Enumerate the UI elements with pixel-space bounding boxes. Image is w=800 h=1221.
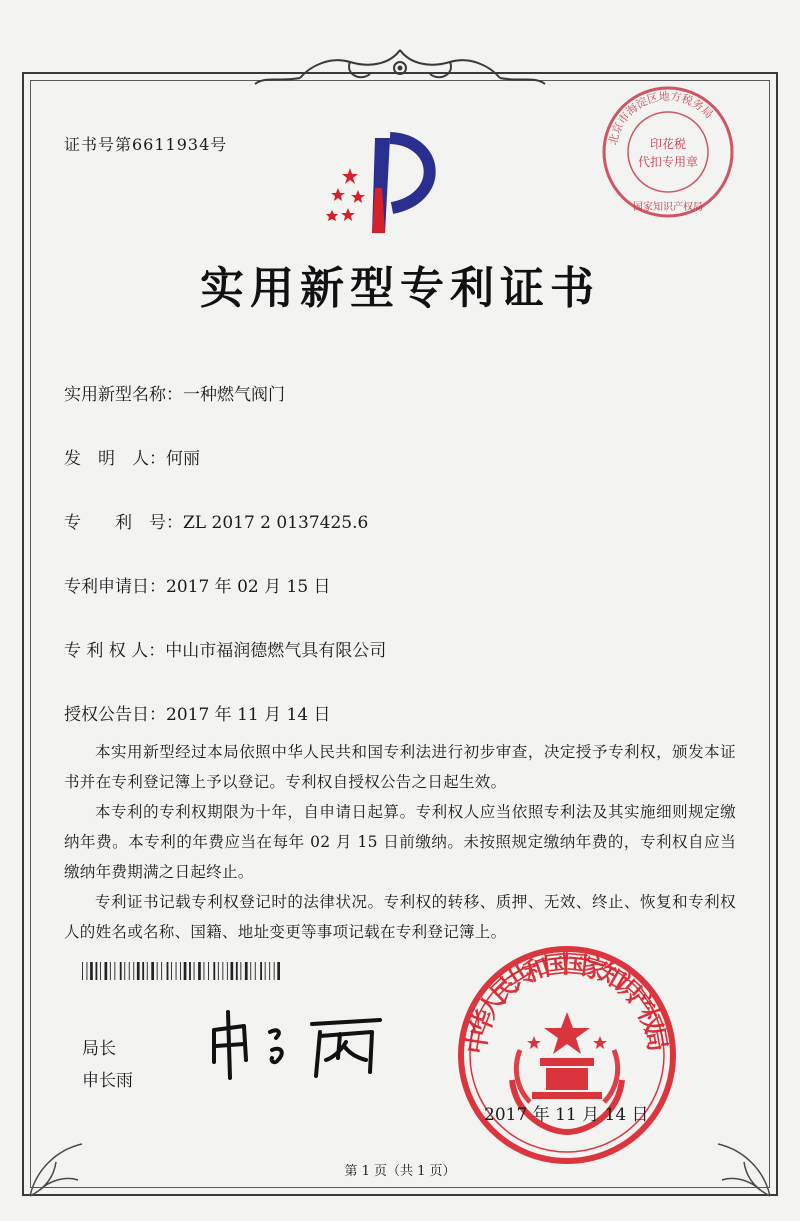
director-title: 局长 xyxy=(82,1039,116,1059)
seal-ring-text: 中华人民共和国国家知识产权局 xyxy=(461,949,673,1056)
director-name: 申长雨 xyxy=(82,1071,133,1091)
cnipa-official-seal xyxy=(452,940,682,1170)
field-value: 一种燃气阀门 xyxy=(183,385,285,405)
field-application-date xyxy=(64,572,331,597)
field-patentee xyxy=(64,636,386,661)
paragraph-grant: 本实用新型经过本局依照中华人民共和国专利法进行初步审查，决定授予专利权，颁发本证书并在专利登记簿上予以登记。专利权自授权公告之日起生效。 xyxy=(64,743,736,791)
director-signature-icon xyxy=(200,1002,400,1082)
field-value: 2017 年 11 月 14 日 xyxy=(166,705,331,725)
paragraph-legal-status: 专利证书记载专利权登记时的法律状况。专利权的转移、质押、无效、终止、恢复和专利权人的姓名或名称、国籍、地址变更等事项记载在专利登记簿上。 xyxy=(64,893,736,941)
field-label: 发 明 人： xyxy=(64,449,166,469)
tax-stamp-seal xyxy=(598,82,738,222)
field-value: ZL 2017 2 0137425.6 xyxy=(183,513,369,533)
certificate-number: 证书号第6611934号 xyxy=(64,135,228,154)
field-label: 专 利 权 人： xyxy=(64,641,166,661)
page-title: 实用新型专利证书 xyxy=(200,263,600,314)
tax-stamp-center-line1: 印花税 xyxy=(649,137,687,151)
page-number: 第 1 页（共 1 页） xyxy=(344,1164,456,1179)
tax-stamp-ring-text: 北京市海淀区地方税务局 xyxy=(606,89,716,147)
tax-stamp-center-line2: 代扣专用章 xyxy=(637,155,699,169)
field-grant-date xyxy=(64,700,331,725)
paragraph-term: 本专利的专利权期限为十年，自申请日起算。专利权人应当依照专利法及其实施细则规定缴纳年费。本专利的年费应当在每年 02 月 15 日前缴纳。未按照规定缴纳年费的，专利权自应当缴纳年费期满之日起终止。 xyxy=(64,803,736,881)
field-label: 专 利 号： xyxy=(64,513,183,533)
top-ornament-icon xyxy=(250,44,550,88)
field-inventor xyxy=(64,444,200,469)
field-value: 何丽 xyxy=(166,449,200,469)
cnipa-logo-icon xyxy=(320,128,450,238)
tax-stamp-bottom-text: 国家知识产权局 xyxy=(633,202,703,213)
field-label: 实用新型名称： xyxy=(64,385,183,405)
field-value: 中山市福润德燃气具有限公司 xyxy=(165,641,387,661)
seal-date: 2017 年 11 月 14 日 xyxy=(484,1105,649,1125)
field-patent-number xyxy=(64,508,368,533)
field-utility-name xyxy=(64,380,285,405)
barcode-icon xyxy=(82,962,282,980)
field-label: 授权公告日： xyxy=(64,705,166,725)
field-label: 专利申请日： xyxy=(64,577,166,597)
field-value: 2017 年 02 月 15 日 xyxy=(166,577,331,597)
